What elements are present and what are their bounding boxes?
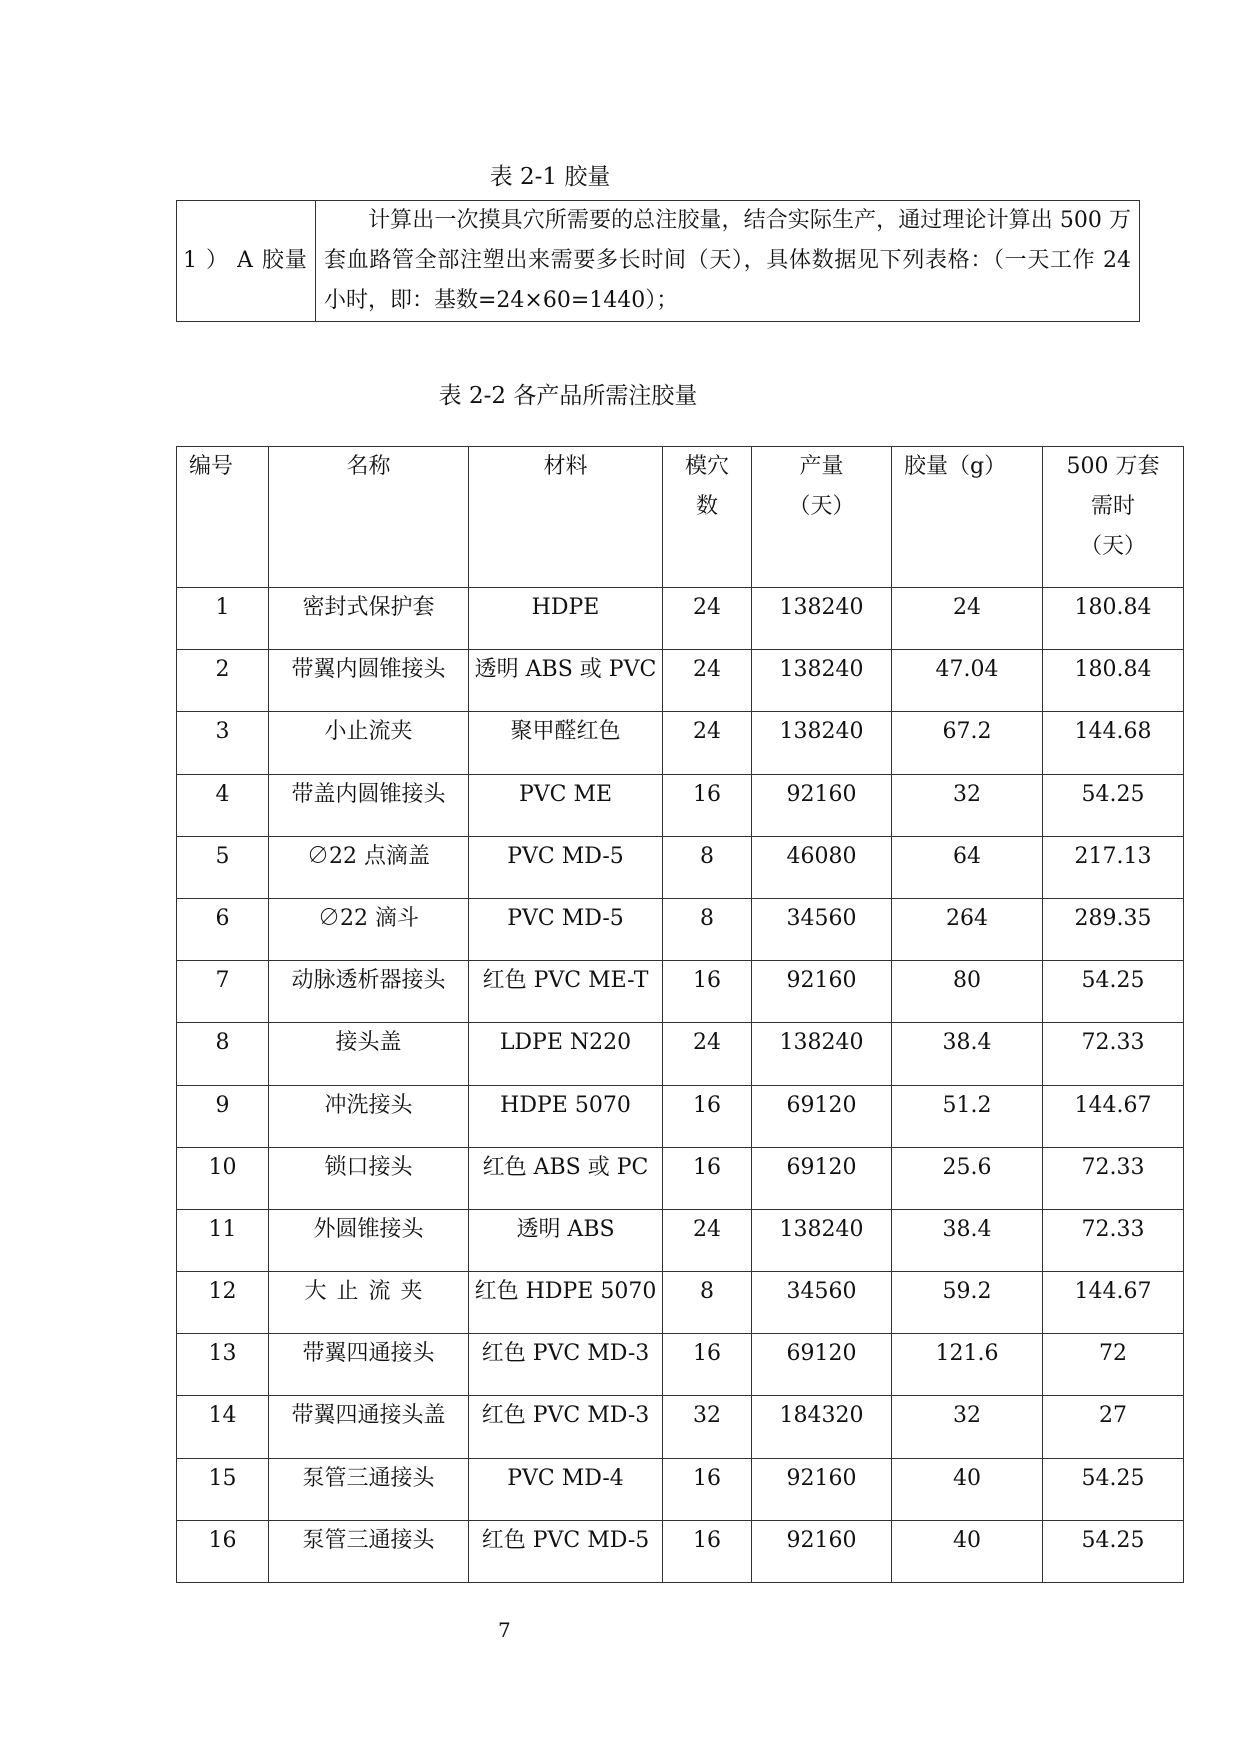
cell-no: 13 [177, 1334, 269, 1396]
cell-days-for-5m: 144.68 [1043, 712, 1184, 774]
cell-output-per-day: 92160 [752, 774, 892, 836]
cell-material: 红色 PVC ME-T [469, 961, 663, 1023]
cell-material: PVC MD-5 [469, 898, 663, 960]
header-cavities [663, 447, 752, 588]
cell-output-per-day: 138240 [752, 1023, 892, 1085]
cell-cavities: 8 [663, 836, 752, 898]
cell-no: 8 [177, 1023, 269, 1085]
cell-cavities: 16 [663, 1520, 752, 1582]
cell-no: 1 [177, 588, 269, 650]
cell-no: 15 [177, 1458, 269, 1520]
cell-name: 接头盖 [269, 1023, 469, 1085]
cell-cavities: 8 [663, 1272, 752, 1334]
cell-cavities: 24 [663, 650, 752, 712]
cell-output-per-day: 138240 [752, 712, 892, 774]
cell-cavities: 16 [663, 1458, 752, 1520]
cell-name: 泵管三通接头 [269, 1520, 469, 1582]
cell-glue-g: 67.2 [892, 712, 1043, 774]
cell-output-per-day: 92160 [752, 1520, 892, 1582]
table-row [177, 1458, 1184, 1520]
header-cavities-line1: 模穴 [684, 454, 729, 479]
table-body [177, 588, 1184, 1583]
cell-no: 9 [177, 1085, 269, 1147]
cell-material: 聚甲醛红色 [469, 712, 663, 774]
cell-name: 带翼四通接头 [269, 1334, 469, 1396]
table-row [177, 1272, 1184, 1334]
cell-material: PVC ME [469, 774, 663, 836]
cell-cavities: 16 [663, 1147, 752, 1209]
header-output [752, 447, 892, 588]
cell-no: 3 [177, 712, 269, 774]
table-row [177, 1147, 1184, 1209]
product-glue-table [176, 446, 1184, 1583]
cell-cavities: 24 [663, 1023, 752, 1085]
cell-no: 5 [177, 836, 269, 898]
cell-no: 11 [177, 1209, 269, 1271]
table-row [177, 898, 1184, 960]
cell-name: 泵管三通接头 [269, 1458, 469, 1520]
cell-days-for-5m: 144.67 [1043, 1272, 1184, 1334]
table-row [177, 1085, 1184, 1147]
cell-glue-g: 264 [892, 898, 1043, 960]
cell-output-per-day: 46080 [752, 836, 892, 898]
table-row [177, 1396, 1184, 1458]
cell-days-for-5m: 72 [1043, 1334, 1184, 1396]
cell-days-for-5m: 217.13 [1043, 836, 1184, 898]
cell-days-for-5m: 54.25 [1043, 1458, 1184, 1520]
header-days-line3: （天） [1079, 534, 1146, 559]
cell-days-for-5m: 72.33 [1043, 1147, 1184, 1209]
cell-output-per-day: 184320 [752, 1396, 892, 1458]
cell-no: 14 [177, 1396, 269, 1458]
cell-no: 4 [177, 774, 269, 836]
cell-glue-g: 47.04 [892, 650, 1043, 712]
cell-glue-g: 59.2 [892, 1272, 1043, 1334]
cell-material: 红色 PVC MD-3 [469, 1396, 663, 1458]
cell-cavities: 16 [663, 961, 752, 1023]
cell-material: 红色 ABS 或 PC [469, 1147, 663, 1209]
cell-cavities: 8 [663, 898, 752, 960]
cell-cavities: 24 [663, 1209, 752, 1271]
cell-name: 冲洗接头 [269, 1085, 469, 1147]
table-row [177, 961, 1184, 1023]
header-days-line1: 500 万套 [1066, 454, 1160, 479]
table-header-row [177, 447, 1184, 588]
cell-glue-g: 80 [892, 961, 1043, 1023]
cell-cavities: 16 [663, 774, 752, 836]
cell-cavities: 24 [663, 588, 752, 650]
cell-name: 密封式保护套 [269, 588, 469, 650]
cell-output-per-day: 34560 [752, 898, 892, 960]
cell-days-for-5m: 54.25 [1043, 774, 1184, 836]
cell-material: PVC MD-4 [469, 1458, 663, 1520]
table1-description [316, 201, 1140, 322]
cell-cavities: 32 [663, 1396, 752, 1458]
cell-glue-g: 25.6 [892, 1147, 1043, 1209]
cell-days-for-5m: 54.25 [1043, 1520, 1184, 1582]
cell-name: ∅22 点滴盖 [269, 836, 469, 898]
cell-output-per-day: 138240 [752, 650, 892, 712]
cell-no: 7 [177, 961, 269, 1023]
cell-cavities: 16 [663, 1085, 752, 1147]
cell-material: LDPE N220 [469, 1023, 663, 1085]
cell-glue-g: 24 [892, 588, 1043, 650]
cell-name: 锁口接头 [269, 1147, 469, 1209]
cell-name: 小止流夹 [269, 712, 469, 774]
table1-caption: 表 2-1 胶量 [489, 164, 611, 190]
table-row [177, 712, 1184, 774]
cell-output-per-day: 69120 [752, 1147, 892, 1209]
header-output-line2: （天） [788, 494, 855, 519]
cell-output-per-day: 34560 [752, 1272, 892, 1334]
cell-days-for-5m: 144.67 [1043, 1085, 1184, 1147]
cell-days-for-5m: 54.25 [1043, 961, 1184, 1023]
cell-output-per-day: 69120 [752, 1334, 892, 1396]
cell-material: HDPE [469, 588, 663, 650]
cell-glue-g: 38.4 [892, 1209, 1043, 1271]
cell-cavities: 16 [663, 1334, 752, 1396]
cell-material: 红色 PVC MD-5 [469, 1520, 663, 1582]
table-row [177, 1520, 1184, 1582]
cell-name: 带盖内圆锥接头 [269, 774, 469, 836]
cell-material: PVC MD-5 [469, 836, 663, 898]
cell-material: 透明 ABS 或 PVC [469, 650, 663, 712]
cell-material: 红色 PVC MD-3 [469, 1334, 663, 1396]
cell-cavities: 24 [663, 712, 752, 774]
table-row [177, 1334, 1184, 1396]
header-days [1043, 447, 1184, 588]
cell-material: 透明 ABS [469, 1209, 663, 1271]
table-row [177, 836, 1184, 898]
cell-days-for-5m: 180.84 [1043, 650, 1184, 712]
cell-glue-g: 51.2 [892, 1085, 1043, 1147]
cell-no: 6 [177, 898, 269, 960]
cell-name: 动脉透析器接头 [269, 961, 469, 1023]
header-material: 材料 [469, 447, 663, 588]
cell-output-per-day: 92160 [752, 1458, 892, 1520]
table-row [177, 588, 1184, 650]
cell-material: HDPE 5070 [469, 1085, 663, 1147]
cell-name: 大止流夹 [269, 1272, 469, 1334]
cell-output-per-day: 92160 [752, 961, 892, 1023]
header-no: 编号 [177, 447, 269, 588]
table1-label: 1 ） A 胶量 [177, 201, 316, 322]
cell-days-for-5m: 72.33 [1043, 1023, 1184, 1085]
cell-name: 带翼内圆锥接头 [269, 650, 469, 712]
cell-days-for-5m: 289.35 [1043, 898, 1184, 960]
cell-material: 红色 HDPE 5070 [469, 1272, 663, 1334]
cell-no: 16 [177, 1520, 269, 1582]
table-row [177, 1023, 1184, 1085]
cell-days-for-5m: 180.84 [1043, 588, 1184, 650]
header-cavities-line2: 数 [695, 494, 718, 519]
cell-output-per-day: 138240 [752, 588, 892, 650]
cell-name: ∅22 滴斗 [269, 898, 469, 960]
cell-glue-g: 64 [892, 836, 1043, 898]
cell-name: 带翼四通接头盖 [269, 1396, 469, 1458]
glue-amount-table [176, 200, 1140, 322]
table2-caption: 表 2-2 各产品所需注胶量 [438, 383, 698, 409]
table-row [177, 1209, 1184, 1271]
table-row [177, 650, 1184, 712]
cell-glue-g: 40 [892, 1520, 1043, 1582]
cell-glue-g: 32 [892, 774, 1043, 836]
header-output-line1: 产量 [799, 454, 844, 479]
cell-no: 10 [177, 1147, 269, 1209]
cell-days-for-5m: 27 [1043, 1396, 1184, 1458]
header-name: 名称 [269, 447, 469, 588]
cell-glue-g: 32 [892, 1396, 1043, 1458]
table1-description-text: 计算出一次摸具穴所需要的总注胶量，结合实际生产，通过理论计算出 500 万套血路管全部注塑出来需要多长时间（天），具体数据见下列表格：（一天工作 24 小时，即：基数=24×60=1440）； [324, 208, 1131, 313]
cell-name: 外圆锥接头 [269, 1209, 469, 1271]
cell-no: 12 [177, 1272, 269, 1334]
cell-no: 2 [177, 650, 269, 712]
header-days-line2: 需时 [1090, 494, 1135, 519]
cell-days-for-5m: 72.33 [1043, 1209, 1184, 1271]
page-number: 7 [498, 1618, 511, 1642]
cell-glue-g: 38.4 [892, 1023, 1043, 1085]
cell-glue-g: 121.6 [892, 1334, 1043, 1396]
header-glue: 胶量（g） [892, 447, 1043, 588]
cell-output-per-day: 69120 [752, 1085, 892, 1147]
cell-glue-g: 40 [892, 1458, 1043, 1520]
table-row [177, 774, 1184, 836]
cell-output-per-day: 138240 [752, 1209, 892, 1271]
